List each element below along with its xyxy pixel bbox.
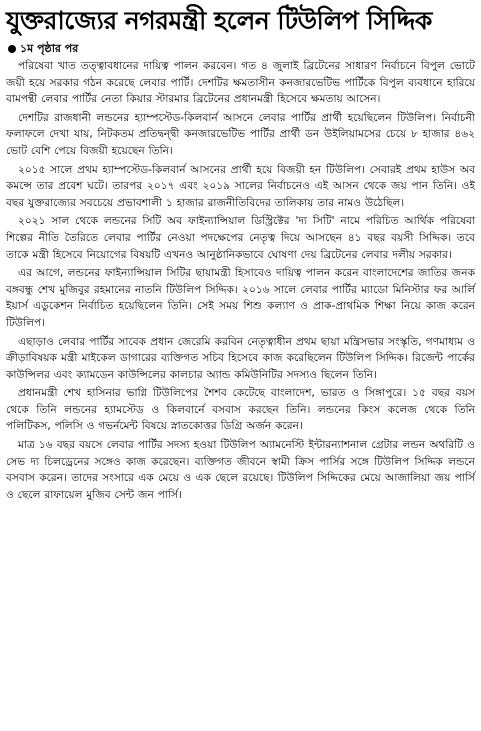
headline: যুক্তরাজ্যের নগরমন্ত্রী হলেন টিউলিপ সিদ্দিক: [6, 6, 432, 35]
paragraph-4: ২০২১ সাল থেকে লন্ডনের সিটি অব ফাইন্যান্সিয়াল ডিস্ট্রিক্টের 'দ্য সিটি' নামে পরিচিত আর্থিক পরিষেবা শিল্পের নীতি তৈরিতে লেবার পার্টির নেওয়া পদক্ষেপের নেতৃত্ব দিয়ে আসছেন ৪১ বছর বয়সী সিদ্দিক। তবে তাকে মন্ত্রী হিসেবে নিয়োগের বিষয়টি এখনও আনুষ্ঠানিকভাবে ঘোষণা দেয় ব্রিটেনের লেবার দলীয় সরকার।: [6, 215, 475, 261]
paragraph-5: এর আগে, লন্ডনের ফাইন্যান্সিয়াল সিটির ছায়ামন্ত্রী হিসাবেও দায়িত্ব পালন করেন বাংলাদেশের জাতির জনক বঙ্গবন্ধু শেখ মুজিবুর রহমানের নাতনি টিউলিপ সিদ্দিক। ২০১৬ সালে লেবার পার্টির ম্যাডো মিনিস্টার ফর আর্লি ইয়ার্স এডুকেশন নির্বাচিত হয়েছিলেন তিনি। সেই সময় শিশু কল্যাণ ও প্রাক-প্রাথমিক শিক্ষা নিয়ে কাজ করেন টিউলিপ।: [6, 267, 475, 329]
paragraph-8: মাত্র ১৬ বছর বয়সে লেবার পার্টির সদস্য হওয়া টিউলিপ অ্যামনেস্টি ইন্টারন্যাশনাল গ্রেটার লন্ডন অথরিটি ও সেভ দ্য চিলড্রেনের সঙ্গেও কাজ করেছেন। ব্যক্তিগত জীবনে স্বামী ক্রিস পার্সির সঙ্গে টিউলিপ সিদ্দিক লন্ডনে বসবাস করেন। তাদের সংসারে এক মেয়ে ও এক ছেলে রয়েছে। টিউলিপ সিদ্দিকের মেয়ে আজালিয়া জয় পার্সি ও ছেলে রাফায়েল মুজিব সেন্ট জন পার্সি।: [6, 439, 475, 501]
paragraph-1: পরিষেবা খাত তত্ত্বাবধানের দায়িত্ব পালন করবেন। গত ৪ জুলাই ব্রিটেনের সাধারণ নির্বাচনে বিপুল ভোটে জয়ী হয়ে সরকার গঠন করেছে লেবার পার্টি। দেশটির ক্ষমতাসীন কনজারভেটিভ পার্টিকে বিপুল ব্যবধানে হারিয়ে বামপন্থী লেবার পার্টির নেতা কিয়ার স্টারমার ব্রিটেনের প্রধানমন্ত্রী হিসেবে ক্ষমতায় আসেন।: [6, 60, 475, 106]
paragraph-3: ২০১৫ সালে প্রথম হ্যাম্পস্টেড-কিলবার্ন আসনের প্রার্থী হয়ে বিজয়ী হন টিউলিপ। সেবারই প্রথম হাউস অব কমন্সে তার প্রবেশ ঘটে। তারপর ২০১৭ এবং ২০১৯ সালের নির্বাচনেও এই আসন থেকে জয় পান তিনি। ওই বছর যুক্তরাজ্যের সবচেয়ে প্রভাবশালী ১ হাজার রাজনীতিবিদের তালিকায় তার নামও উঠেছিল।: [6, 163, 475, 209]
article-body: [6, 58, 475, 505]
continued-label: ১ম পৃষ্ঠার পর: [20, 42, 79, 55]
paragraph-6: এছাড়াও লেবার পার্টির সাবেক প্রধান জেরেমি করবিন নেতৃত্বাধীন প্রথম ছায়া মন্ত্রিসভার সংস্কৃতি, গণমাধ্যম ও ক্রীড়াবিষয়ক মন্ত্রী মাইকেল ডাগারের ব্যক্তিগত সচিব হিসেবে কাজ করেছিলেন টিউলিপ সিদ্দিক। রিজেন্ট পার্কের কাউন্সিলর এবং ক্যামডেন কাউন্সিলের কালচার অ্যান্ড কমিউনিটির সদস্যও ছিলেন তিনি।: [6, 335, 476, 381]
paragraph-2: দেশটির রাজধানী লন্ডনের হ্যাম্পস্টেড-কিলবার্ন আসনে লেবার পার্টির প্রার্থী হয়েছিলেন টিউলিপ। নির্বাচনী ফলাফলে দেখা যায়, নিটকতম প্রতিদ্বন্দ্বী কনজারভেটিভ পার্টির প্রার্থী ডন উইলিয়ামসের চেয়ে ৮ হাজার ৪৬২ ভোট বেশি পেয়ে বিজয়ী হয়েছেন তিনি।: [6, 111, 475, 157]
continued-from-page-note: [8, 42, 78, 56]
paragraph-7: প্রধানমন্ত্রী শেখ হাসিনার ভাগ্নি টিউলিপের শৈশব কেটেছে বাংলাদেশ, ভারত ও সিঙ্গাপুরে। ১৫ বছর বয়স থেকে তিনি লন্ডনের হ্যামস্টেড ও কিলবার্নে বসবাস করছেন তিনি। লন্ডনের কিংস কলেজ থেকে তিনি পলিটিকস, পলিসি ও গভর্নমেন্ট বিষয়ে স্নাতকোত্তর ডিগ্রি অর্জন করেন।: [6, 387, 475, 433]
bullet-icon: [8, 45, 16, 53]
